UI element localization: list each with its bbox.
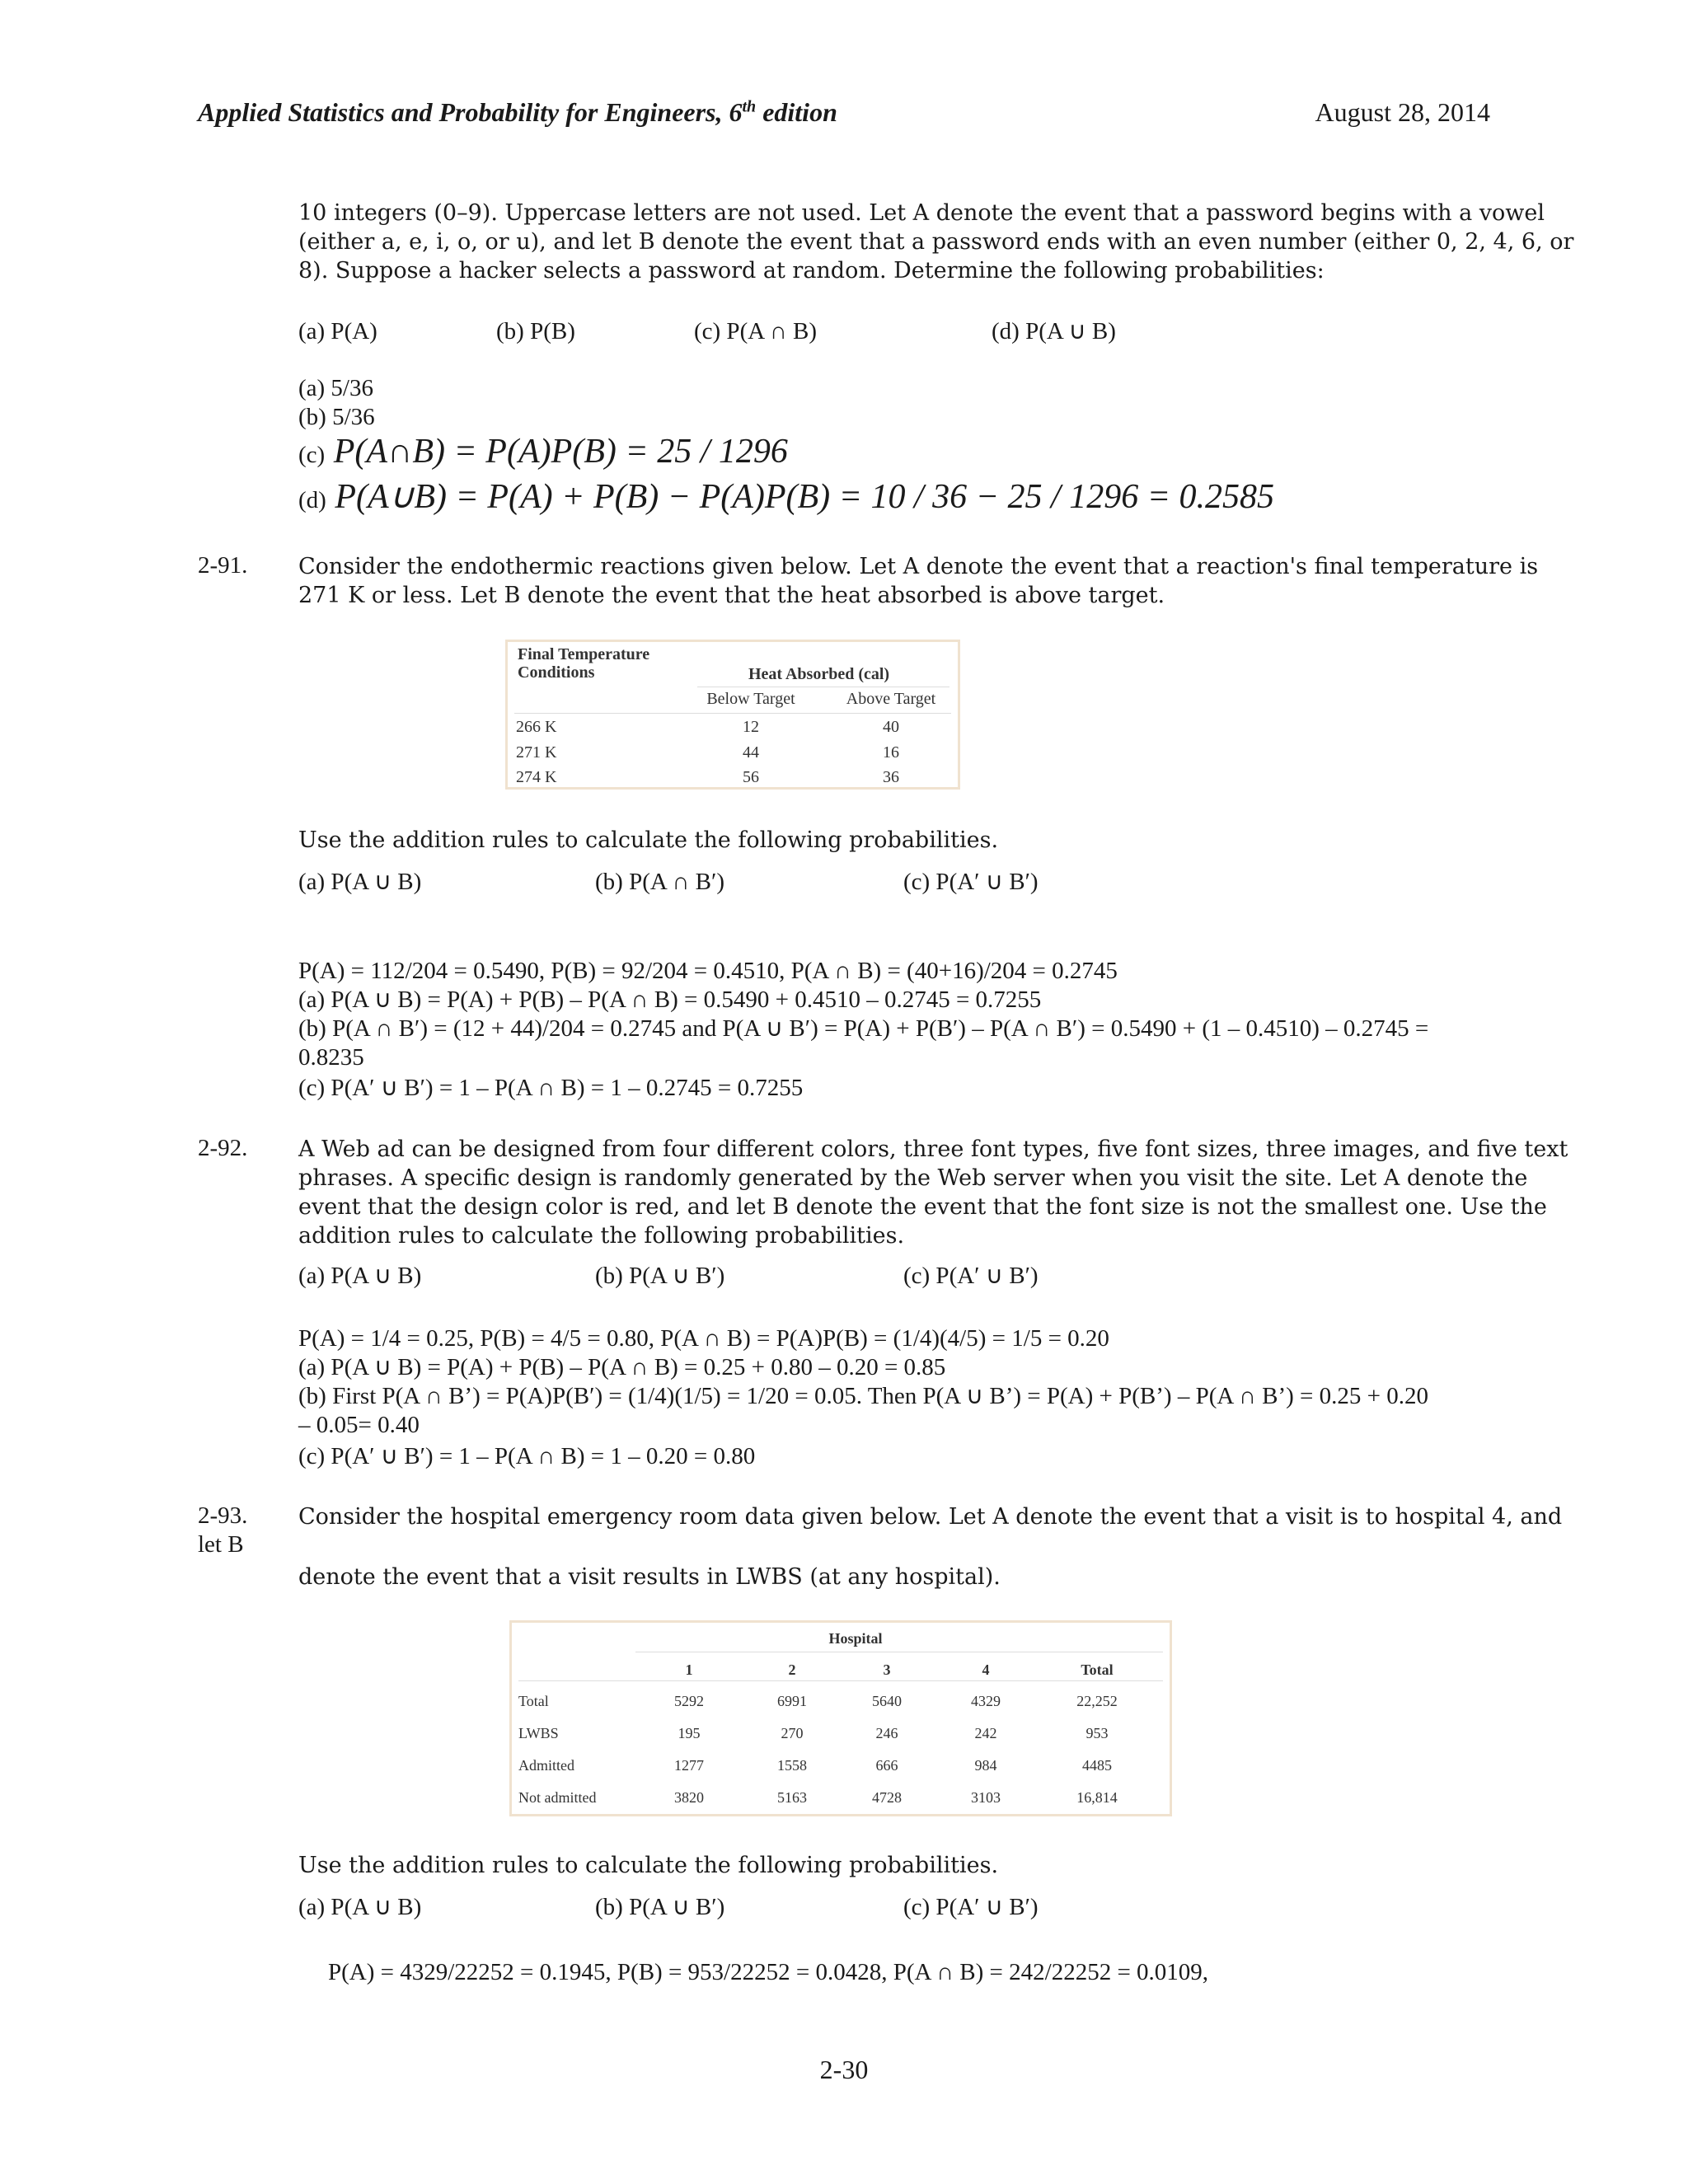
p93-instruction: Use the addition rules to calculate the following probabilities. <box>298 1853 999 1878</box>
p92-part-a: (a) P(A ∪ B) <box>298 1263 422 1289</box>
table-col-header: Total <box>1081 1661 1114 1678</box>
page-number: 2-30 <box>819 2055 869 2084</box>
table-cell: 40 <box>883 718 899 736</box>
p93-line-2: denote the event that a visit results in LWBS (at any hospital). <box>298 1564 1001 1590</box>
p92-solution-5: (c) P(A′ ∪ B′) = 1 – P(A ∩ B) = 1 – 0.20 = 0.80 <box>298 1443 756 1469</box>
table-group-header: Heat Absorbed (cal) <box>748 665 890 683</box>
p91-solution-2: (a) P(A ∪ B) = P(A) + P(B) – P(A ∩ B) = 0.5490 + 0.4510 – 0.2745 = 0.7255 <box>298 987 1042 1013</box>
table-cell: 270 <box>781 1725 804 1741</box>
table-cell: 5163 <box>777 1789 807 1806</box>
p91-instruction: Use the addition rules to calculate the following probabilities. <box>298 827 999 853</box>
p93-line-1: Consider the hospital emergency room data given below. Let A denote the event that a visit is to hospital 4, and <box>298 1504 1563 1530</box>
p91-part-c: (c) P(A′ ∪ B′) <box>903 869 1039 895</box>
intro-line-1: 10 integers (0–9). Uppercase letters are not used. Let A denote the event that a password begins with a vowel <box>298 200 1545 226</box>
p93-solution-1: P(A) = 4329/22252 = 0.1945, P(B) = 953/22252 = 0.0428, P(A ∩ B) = 242/22252 = 0.0109, <box>328 1959 1209 1985</box>
p92-line-1: A Web ad can be designed from four different colors, three font types, five font sizes, three images, and five text <box>298 1137 1568 1162</box>
table-cell: 666 <box>875 1757 898 1774</box>
table-col-header: 4 <box>982 1661 990 1678</box>
problem-number-continuation: let B <box>198 1531 244 1558</box>
p91-solution-3: (b) P(A ∩ B′) = (12 + 44)/204 = 0.2745 and P(A ∪ B′) = P(A) + P(B′) – P(A ∩ B′) = 0.5490 + (1 – 0.4510) – 0.2745 = <box>298 1015 1429 1042</box>
problem-number-2-93: 2-93. <box>198 1502 248 1529</box>
table-row-label: Total <box>518 1693 549 1709</box>
intro-line-2: (either a, e, i, o, or u), and let B denote the event that a password ends with an even number (either 0, 2, 4, 6, or <box>298 229 1574 255</box>
table-row-label: Admitted <box>518 1757 574 1774</box>
table-cell: 4728 <box>872 1789 902 1806</box>
p92-solution-1: P(A) = 1/4 = 0.25, P(B) = 4/5 = 0.80, P(A ∩ B) = P(A)P(B) = (1/4)(4/5) = 1/5 = 0.20 <box>298 1325 1109 1352</box>
table-cell: 36 <box>883 768 899 786</box>
table-cell: 4329 <box>971 1693 1001 1709</box>
temperature-table <box>505 640 960 790</box>
p92-solution-4: – 0.05= 0.40 <box>298 1412 420 1438</box>
table-row-label: Not admitted <box>518 1789 597 1806</box>
intro-part-b: (b) P(B) <box>496 318 575 344</box>
table-cell: 246 <box>875 1725 898 1741</box>
p91-solution-4: 0.8235 <box>298 1044 364 1071</box>
table-row-label: 274 K <box>516 768 557 786</box>
table-cell: 5640 <box>872 1693 902 1709</box>
hospital-table <box>509 1620 1172 1816</box>
table-cell: 1558 <box>777 1757 807 1774</box>
p91-part-a: (a) P(A ∪ B) <box>298 869 422 895</box>
p93-part-b: (b) P(A ∪ B′) <box>595 1894 725 1920</box>
table-group-header: Hospital <box>828 1630 883 1647</box>
table-cell: 5292 <box>674 1693 704 1709</box>
table-col-header: 1 <box>685 1661 693 1678</box>
table-cell: 4485 <box>1082 1757 1112 1774</box>
table-row-label: 271 K <box>516 743 557 762</box>
p92-line-3: event that the design color is red, and let B denote the event that the font size is not the smallest one. Use the <box>298 1194 1547 1220</box>
problem-number-2-92: 2-92. <box>198 1135 248 1161</box>
p92-part-c: (c) P(A′ ∪ B′) <box>903 1263 1039 1289</box>
p92-solution-3: (b) First P(A ∩ B’) = P(A)P(B′) = (1/4)(1/5) = 1/20 = 0.05. Then P(A ∪ B’) = P(A) + P(B’) – P(A ∩ B’) = 0.25 + 0.20 <box>298 1383 1429 1409</box>
p92-part-b: (b) P(A ∪ B′) <box>595 1263 725 1289</box>
table-cell: 16 <box>883 743 899 762</box>
p91-solution-5: (c) P(A′ ∪ B′) = 1 – P(A ∩ B) = 1 – 0.2745 = 0.7255 <box>298 1075 804 1101</box>
problem-number-2-91: 2-91. <box>198 552 248 579</box>
table-col-below: Below Target <box>706 690 795 708</box>
p92-line-4: addition rules to calculate the following probabilities. <box>298 1223 905 1249</box>
intro-part-d: (d) P(A ∪ B) <box>992 318 1116 344</box>
table-cell: 16,814 <box>1076 1789 1118 1806</box>
p93-part-a: (a) P(A ∪ B) <box>298 1894 422 1920</box>
table-cell: 3820 <box>674 1789 704 1806</box>
table-cell: 6991 <box>777 1693 807 1709</box>
table-cell: 953 <box>1085 1725 1109 1741</box>
p92-line-2: phrases. A specific design is randomly generated by the Web server when you visit the site. Let A denote the <box>298 1165 1528 1191</box>
p93-part-c: (c) P(A′ ∪ B′) <box>903 1894 1039 1920</box>
intro-part-c: (c) P(A ∩ B) <box>694 318 818 344</box>
p91-line-1: Consider the endothermic reactions given below. Let A denote the event that a reaction's final temperature is <box>298 554 1539 579</box>
p92-solution-2: (a) P(A ∪ B) = P(A) + P(B) – P(A ∩ B) = 0.25 + 0.80 – 0.20 = 0.85 <box>298 1354 946 1380</box>
table-row-label: 266 K <box>516 718 557 736</box>
table-cell: 44 <box>743 743 759 762</box>
table-cell: 984 <box>974 1757 997 1774</box>
intro-answer-a: (a) 5/36 <box>298 375 373 401</box>
intro-answer-c: (c) P(A∩B) = P(A)P(B) = 25 / 1296 <box>298 433 788 471</box>
table-cell: 3103 <box>971 1789 1001 1806</box>
table-row-label: LWBS <box>518 1725 559 1741</box>
intro-part-a: (a) P(A) <box>298 318 377 344</box>
table-cell: 56 <box>743 768 759 786</box>
p91-line-2: 271 K or less. Let B denote the event that the heat absorbed is above target. <box>298 583 1165 608</box>
intro-answer-b: (b) 5/36 <box>298 404 375 430</box>
table-cell: 195 <box>678 1725 701 1741</box>
table-row-header: Final Temperature Conditions <box>518 645 650 682</box>
intro-answer-d: (d) P(A∪B) = P(A) + P(B) − P(A)P(B) = 10 / 36 − 25 / 1296 = 0.2585 <box>298 478 1275 516</box>
table-cell: 12 <box>743 718 759 736</box>
p91-part-b: (b) P(A ∩ B′) <box>595 869 724 895</box>
table-col-header: 3 <box>883 1661 891 1678</box>
table-col-above: Above Target <box>846 690 936 708</box>
table-cell: 22,252 <box>1076 1693 1118 1709</box>
running-header-title: Applied Statistics and Probability for Engineers, 6th edition <box>198 97 837 127</box>
table-cell: 242 <box>974 1725 997 1741</box>
intro-line-3: 8). Suppose a hacker selects a password at random. Determine the following probabilities: <box>298 258 1325 284</box>
running-header-date: August 28, 2014 <box>1315 97 1490 127</box>
p91-solution-1: P(A) = 112/204 = 0.5490, P(B) = 92/204 = 0.4510, P(A ∩ B) = (40+16)/204 = 0.2745 <box>298 958 1118 984</box>
table-cell: 1277 <box>674 1757 704 1774</box>
table-col-header: 2 <box>788 1661 796 1678</box>
